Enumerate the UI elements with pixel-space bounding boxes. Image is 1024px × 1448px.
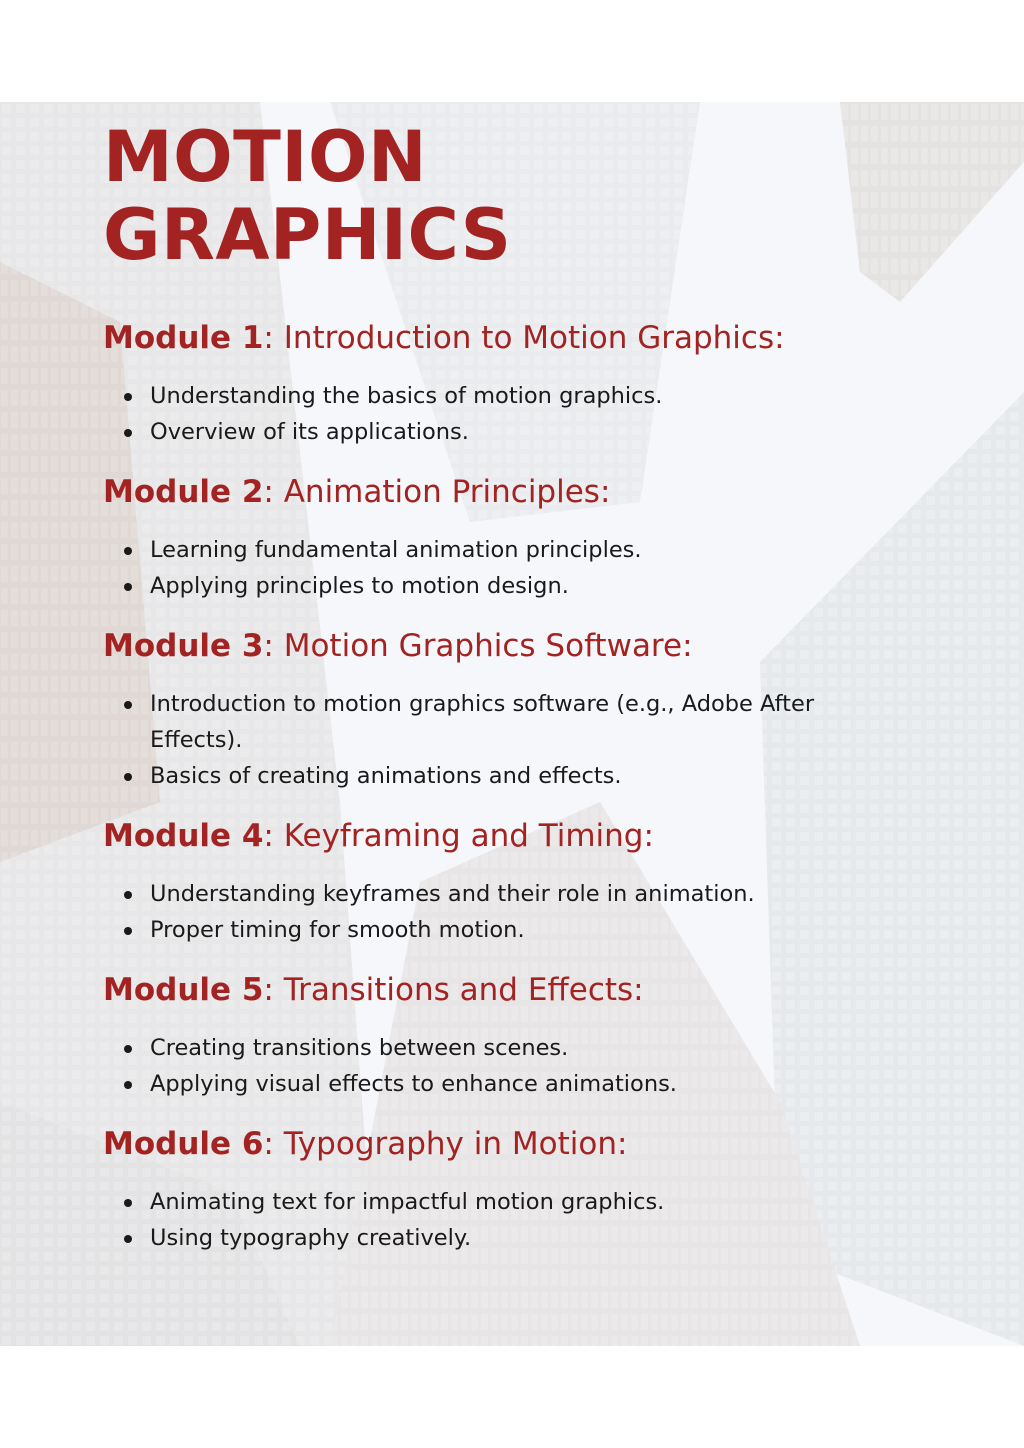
module-topic-list: [103, 378, 963, 450]
bullet-icon: [124, 701, 132, 709]
title-line-1: MOTION: [103, 116, 428, 198]
list-item-text: Introduction to motion graphics software (e.g., Adobe After Effects).: [150, 691, 815, 753]
module-section: [103, 472, 963, 604]
list-item: [150, 1220, 830, 1256]
module-title: : Transitions and Effects:: [263, 972, 644, 1008]
list-item-text: Overview of its applications.: [150, 419, 469, 445]
module-title: : Motion Graphics Software:: [263, 628, 693, 664]
list-item: [150, 1066, 830, 1102]
module-section: [103, 626, 963, 794]
module-section: [103, 816, 963, 948]
list-item-text: Applying visual effects to enhance animations.: [150, 1071, 677, 1097]
module-topic-list: [103, 686, 963, 794]
list-item: [150, 1030, 830, 1066]
list-item-text: Using typography creatively.: [150, 1225, 472, 1251]
page-title: [103, 118, 963, 274]
module-number: Module 6: [103, 1126, 264, 1162]
module-title: : Introduction to Motion Graphics:: [263, 320, 785, 356]
module-topic-list: [103, 1184, 963, 1256]
list-item: [150, 758, 830, 794]
list-item-text: Creating transitions between scenes.: [150, 1035, 569, 1061]
bullet-icon: [124, 1235, 132, 1243]
bullet-icon: [124, 547, 132, 555]
module-heading: [103, 318, 963, 358]
module-topic-list: [103, 876, 963, 948]
bullet-icon: [124, 927, 132, 935]
list-item-text: Applying principles to motion design.: [150, 573, 569, 599]
module-heading: [103, 816, 963, 856]
bullet-icon: [124, 393, 132, 401]
list-item-text: Animating text for impactful motion graphics.: [150, 1189, 665, 1215]
module-section: [103, 318, 963, 450]
title-line-2: GRAPHICS: [103, 194, 512, 276]
list-item: [150, 876, 830, 912]
bullet-icon: [124, 429, 132, 437]
module-number: Module 4: [103, 818, 264, 854]
module-list: [103, 318, 963, 1256]
bullet-icon: [124, 773, 132, 781]
list-item: [150, 532, 830, 568]
bullet-icon: [124, 1199, 132, 1207]
module-heading: [103, 1124, 963, 1164]
bullet-icon: [124, 891, 132, 899]
module-section: [103, 970, 963, 1102]
module-topic-list: [103, 532, 963, 604]
list-item-text: Proper timing for smooth motion.: [150, 917, 525, 943]
module-heading: [103, 626, 963, 666]
module-number: Module 1: [103, 320, 264, 356]
module-number: Module 3: [103, 628, 264, 664]
bullet-icon: [124, 1081, 132, 1089]
course-outline: [103, 118, 963, 1256]
module-title: : Keyframing and Timing:: [263, 818, 654, 854]
module-number: Module 5: [103, 972, 264, 1008]
list-item: [150, 378, 830, 414]
module-heading: [103, 970, 963, 1010]
module-number: Module 2: [103, 474, 264, 510]
list-item: [150, 686, 830, 758]
bullet-icon: [124, 1045, 132, 1053]
module-section: [103, 1124, 963, 1256]
list-item: [150, 1184, 830, 1220]
list-item-text: Understanding the basics of motion graphics.: [150, 383, 663, 409]
list-item-text: Basics of creating animations and effects.: [150, 763, 622, 789]
module-topic-list: [103, 1030, 963, 1102]
list-item: [150, 568, 830, 604]
module-heading: [103, 472, 963, 512]
list-item-text: Understanding keyframes and their role in animation.: [150, 881, 755, 907]
bullet-icon: [124, 583, 132, 591]
module-title: : Animation Principles:: [263, 474, 611, 510]
module-title: : Typography in Motion:: [263, 1126, 628, 1162]
list-item: [150, 414, 830, 450]
list-item: [150, 912, 830, 948]
list-item-text: Learning fundamental animation principles.: [150, 537, 642, 563]
